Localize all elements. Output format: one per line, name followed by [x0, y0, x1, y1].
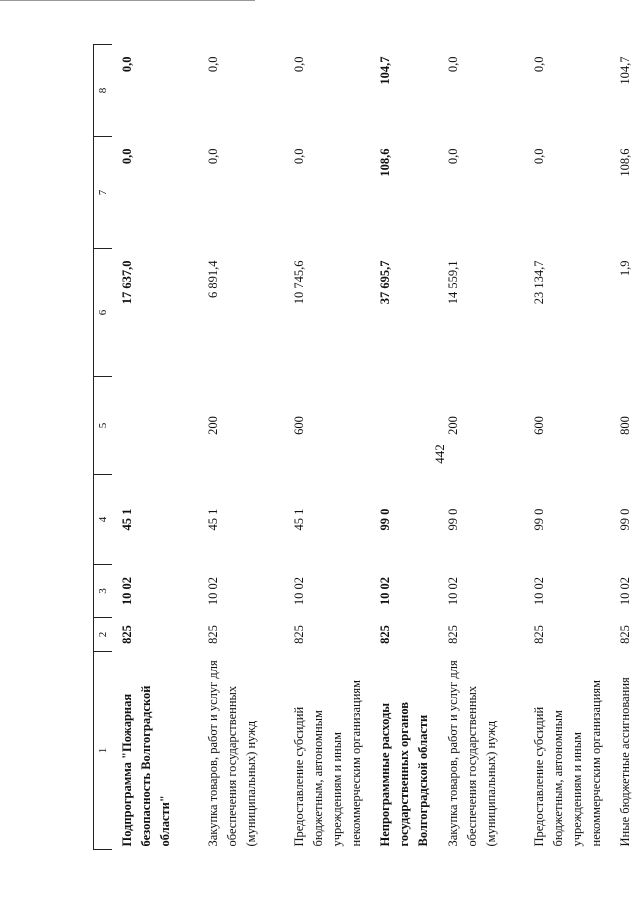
- row-amount-7: 108,6: [378, 148, 392, 177]
- row-section-code: 10 02: [292, 576, 306, 606]
- column-header-5: 5: [94, 377, 113, 475]
- table-row: [524, 45, 610, 850]
- row-section-code: 10 02: [618, 576, 632, 606]
- row-amount-6: 14 559,1: [446, 260, 460, 305]
- row-name: Непрограммные расходы государственных органов Волгоградской области: [378, 701, 430, 847]
- row-article-code: 45 1: [120, 508, 134, 531]
- row-name: Иные бюджетные ассигнования: [618, 677, 632, 847]
- row-amount-8: 0,0: [120, 56, 134, 73]
- row-amount-8: 104,7: [618, 56, 632, 85]
- column-header-1: 1: [94, 652, 113, 850]
- row-expense-kind: 200: [446, 416, 460, 435]
- row-article-code: 99 0: [446, 508, 460, 531]
- table-row: [112, 45, 198, 850]
- row-expense-kind: 200: [206, 416, 220, 435]
- table-row: [610, 45, 640, 850]
- column-header-3: 3: [94, 565, 113, 618]
- column-header-8: 8: [94, 45, 113, 137]
- table-row: [438, 45, 524, 850]
- row-amount-8: 0,0: [446, 56, 460, 73]
- column-header-7: 7: [94, 137, 113, 249]
- row-amount-6: 1,9: [618, 260, 632, 277]
- row-department-code: 825: [206, 625, 220, 644]
- table-row: [370, 45, 438, 850]
- row-article-code: 99 0: [532, 508, 546, 531]
- row-article-code: 99 0: [378, 508, 392, 531]
- table-row: [198, 45, 284, 850]
- column-header-6: 6: [94, 249, 113, 377]
- top-edge-rule: [0, 0, 255, 1]
- row-name: Предоставление субсидий бюджетным, автономным учреждениям и иным некоммерческим организациям: [532, 679, 603, 847]
- row-department-code: 825: [378, 625, 392, 644]
- row-amount-7: 0,0: [292, 148, 306, 165]
- row-name: Предоставление субсидий бюджетным, автономным учреждениям и иным некоммерческим организациям: [292, 679, 363, 847]
- row-name: Закупка товаров, работ и услуг для обеспечения государственных (муниципальных) нужд: [446, 660, 498, 847]
- row-article-code: 45 1: [292, 508, 306, 531]
- row-amount-7: 0,0: [120, 148, 134, 165]
- table-row: [284, 45, 370, 850]
- row-section-code: 10 02: [532, 576, 546, 606]
- row-amount-7: 0,0: [206, 148, 220, 165]
- row-amount-7: 0,0: [532, 148, 546, 165]
- row-department-code: 825: [446, 625, 460, 644]
- row-amount-8: 104,7: [378, 56, 392, 85]
- row-expense-kind: 600: [532, 416, 546, 435]
- row-department-code: 825: [120, 625, 134, 644]
- row-amount-6: 6 891,4: [206, 260, 220, 298]
- row-section-code: 10 02: [206, 576, 220, 606]
- row-department-code: 825: [292, 625, 306, 644]
- row-name: Подпрограмма "Пожарная безопасность Волгоградской области": [120, 685, 172, 847]
- row-amount-8: 0,0: [206, 56, 220, 73]
- row-article-code: 99 0: [618, 508, 632, 531]
- row-amount-8: 0,0: [532, 56, 546, 73]
- rotated-table-sheet: [93, 45, 635, 850]
- row-amount-6: 23 134,7: [532, 260, 546, 305]
- row-expense-kind: 800: [618, 416, 632, 435]
- page-number: 442: [432, 444, 447, 464]
- row-department-code: 825: [618, 625, 632, 644]
- row-expense-kind: [112, 377, 198, 475]
- row-amount-6: 17 637,0: [120, 260, 134, 305]
- row-amount-8: 0,0: [292, 56, 306, 73]
- row-expense-kind: [370, 377, 438, 475]
- row-section-code: 10 02: [120, 576, 134, 606]
- row-article-code: 45 1: [206, 508, 220, 531]
- table-header-row: [94, 45, 113, 850]
- row-amount-6: 10 745,6: [292, 260, 306, 305]
- column-header-4: 4: [94, 475, 113, 565]
- row-section-code: 10 02: [378, 576, 392, 606]
- row-expense-kind: 600: [292, 416, 306, 435]
- budget-table: [93, 44, 640, 850]
- row-amount-7: 0,0: [446, 148, 460, 165]
- row-amount-6: 37 695,7: [378, 260, 392, 305]
- column-header-2: 2: [94, 618, 113, 652]
- row-amount-7: 108,6: [618, 148, 632, 177]
- row-section-code: 10 02: [446, 576, 460, 606]
- row-name: Закупка товаров, работ и услуг для обеспечения государственных (муниципальных) нужд: [206, 660, 258, 847]
- row-department-code: 825: [532, 625, 546, 644]
